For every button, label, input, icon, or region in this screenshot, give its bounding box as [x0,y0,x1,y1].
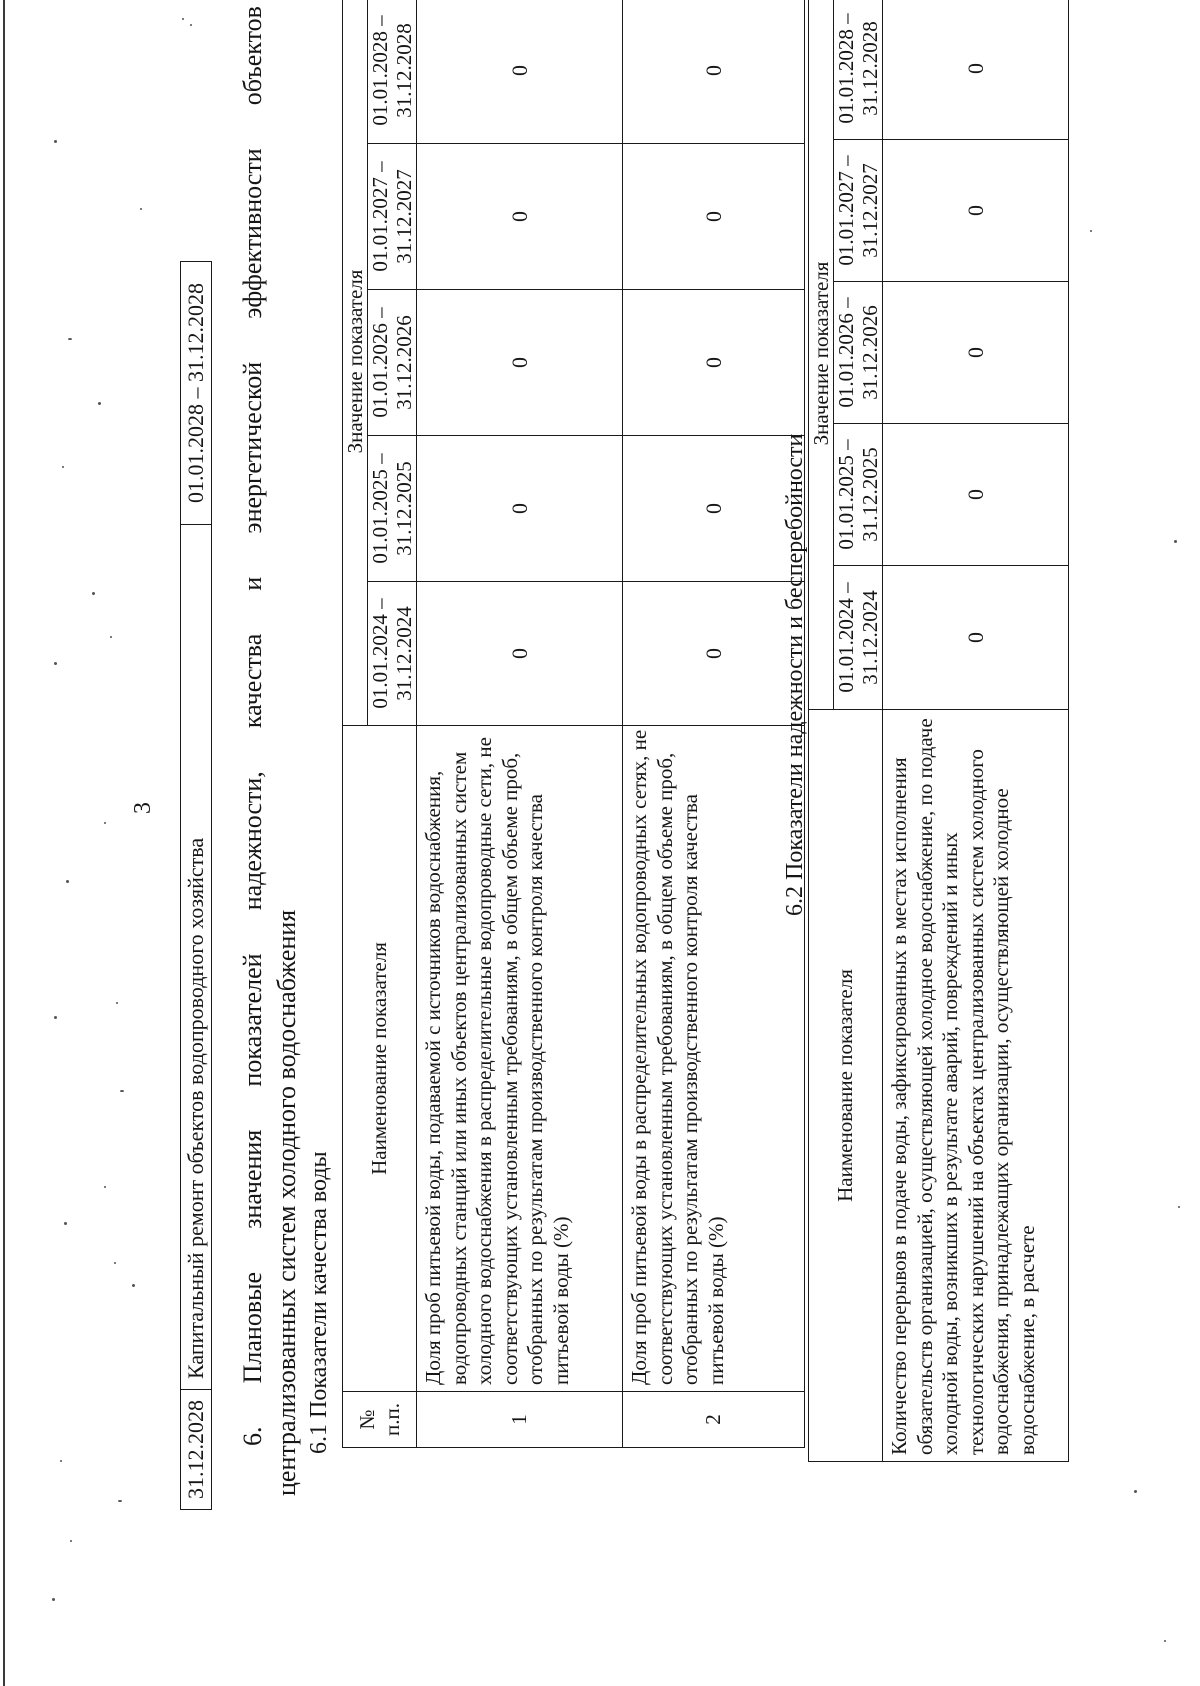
value-cell: 0 [883,140,1069,282]
table-header-row [343,0,368,1448]
period-header: 01.01.2024 – 31.12.2024 [834,566,883,710]
value-cell: 0 [883,566,1069,710]
indicator-name: Доля проб питьевой воды, подаваемой с источников водоснабжения, водопроводных станций или иных объектов централизованных систем холодного водоснабжения в распределительные водопроводные сети, не соответствующих установленным требованиям, в общем объеме проб, отобранных по результатам производственного контроля качества питьевой воды (%) [417,726,623,1392]
heading-word: и [238,576,267,591]
value-cell: 0 [417,290,623,436]
previous-table-fragment [180,261,212,1510]
heading-word: Плановые [238,1271,267,1384]
heading-word: объектов [238,6,267,106]
period-header: 01.01.2024 – 31.12.2024 [368,582,417,726]
value-cell: 0 [417,0,623,144]
heading-word: надежности, [238,771,267,911]
heading-word: качества [238,633,267,729]
table-header-row [809,0,834,1462]
col-name-header: Наименование показателя [809,710,883,1462]
row-number: 2 [623,1392,805,1448]
value-cell: 0 [623,582,805,726]
value-cell: 0 [883,0,1069,140]
heading-word: эффективности [238,148,267,319]
value-cell: 0 [883,424,1069,566]
period-header: 01.01.2025 – 31.12.2025 [834,424,883,566]
heading-word: энергетической [238,361,267,534]
water-quality-table [342,0,805,1448]
table-row [623,0,805,1448]
col-number-header: № п.п. [343,1392,417,1448]
period-header: 01.01.2026 – 31.12.2026 [368,290,417,436]
table-row [181,262,212,1510]
value-cell: 0 [417,144,623,290]
period-header: 01.01.2025 – 31.12.2025 [368,436,417,582]
row-number: 1 [417,1392,623,1448]
indicator-name: Количество перерывов в подаче воды, зафиксированных в местах исполнения обязательств организацией, осуществляющей холодное водоснабжение, по подаче холодной воды, возникших в результате аварий, повреждений и иных технологических нарушений на объектах централизованных систем холодного водоснабжения, принадлежащих организации, осуществляющей холодное водоснабжение, в расчете [883,710,1069,1462]
heading-word: 6. [238,1426,267,1446]
reliability-table [808,0,1069,1462]
heading-line-2: централизованных систем холодного водоснабжения [272,909,301,1496]
col-name-header: Наименование показателя [343,726,417,1392]
period-header: 01.01.2027 – 31.12.2027 [368,144,417,290]
date-cell: 31.12.2028 [181,1390,212,1510]
page-number: 3 [130,802,156,814]
value-cell: 0 [623,0,805,144]
period-header: 01.01.2027 – 31.12.2027 [834,140,883,282]
table-6-1-title: 6.1 Показатели качества воды [306,1151,332,1454]
value-cell: 0 [417,436,623,582]
value-cell: 0 [883,282,1069,424]
value-cell: 0 [623,290,805,436]
section-6-heading [236,6,304,1496]
indicator-name: Доля проб питьевой воды в распределительных водопроводных сетях, не соответствующих установленным требованиям, в общем объеме проб, отобранных по результатам производственного контроля качества питьевой воды (%) [623,726,805,1392]
table-row [417,0,623,1448]
heading-word: значения [238,1129,267,1229]
value-cell: 0 [417,582,623,726]
value-cell: 0 [623,144,805,290]
description-cell: Капитальный ремонт объектов водопроводного хозяйства [181,525,212,1390]
col-value-header: Значение показателя [809,0,834,710]
period-header: 01.01.2028 – 31.12.2028 [834,0,883,140]
value-cell: 0 [623,436,805,582]
period-cell: 01.01.2028 – 31.12.2028 [181,262,212,525]
period-header: 01.01.2028 – 31.12.2028 [368,0,417,144]
table-6-2-title: 6.2 Показатели надежности и бесперебойности [782,433,808,916]
period-header: 01.01.2026 – 31.12.2026 [834,282,883,424]
heading-word: показателей [238,953,267,1087]
col-value-header: Значение показателя [343,0,368,726]
table-row [883,0,1069,1462]
